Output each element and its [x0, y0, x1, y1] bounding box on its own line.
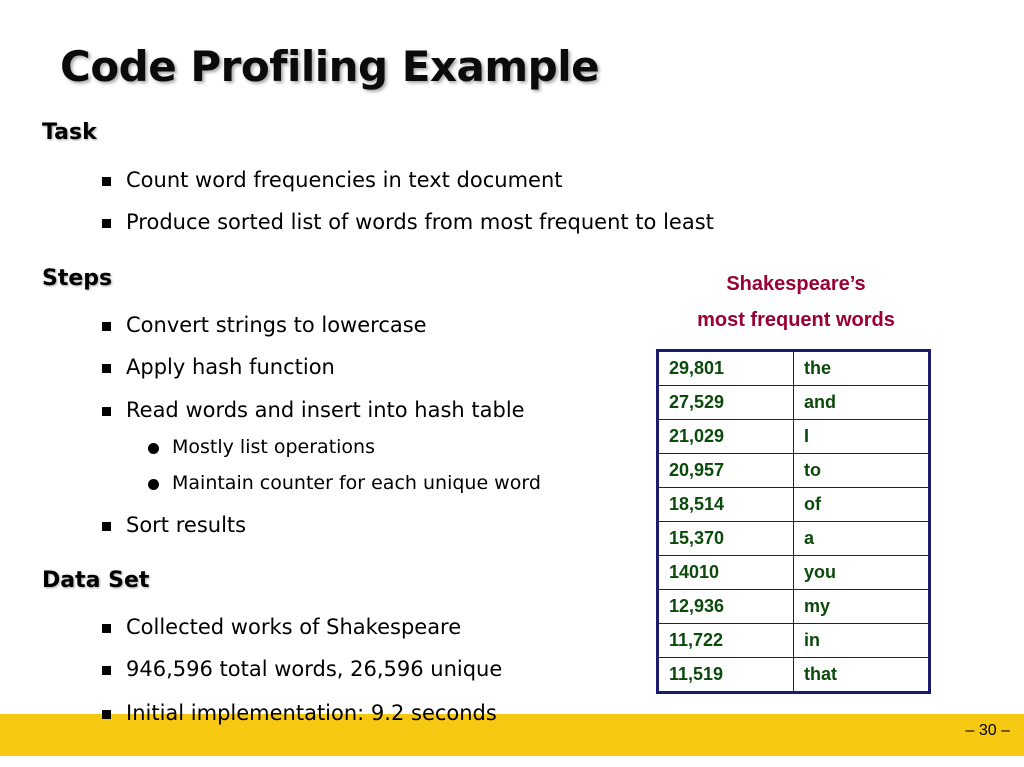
round-bullet-icon	[148, 443, 159, 454]
square-bullet-icon	[102, 666, 111, 675]
table-caption-line1: Shakespeare’s	[726, 273, 866, 295]
section-heading-data-set: Data Set	[42, 568, 150, 593]
count-cell: 29,801	[658, 351, 794, 386]
square-bullet-icon	[102, 219, 111, 228]
table-row	[658, 658, 930, 693]
square-bullet-icon	[102, 177, 111, 186]
count-cell: 15,370	[658, 522, 794, 556]
bullet-text: Read words and insert into hash table	[126, 398, 525, 422]
word-cell: you	[794, 556, 930, 590]
bullet-text: Collected works of Shakespeare	[126, 615, 462, 639]
table-row	[658, 624, 930, 658]
count-cell: 27,529	[658, 386, 794, 420]
word-cell: the	[794, 351, 930, 386]
sub-bullet-text: Mostly list operations	[172, 436, 375, 458]
bullet-text: 946,596 total words, 26,596 unique	[126, 657, 503, 681]
word-cell: and	[794, 386, 930, 420]
square-bullet-icon	[102, 710, 111, 719]
bullet-text: Sort results	[126, 513, 247, 537]
count-cell: 11,519	[658, 658, 794, 693]
word-frequency-table	[656, 349, 931, 694]
word-cell: of	[794, 488, 930, 522]
count-cell: 21,029	[658, 420, 794, 454]
round-bullet-icon	[148, 479, 159, 490]
count-cell: 11,722	[658, 624, 794, 658]
table-row	[658, 556, 930, 590]
bullet-text: Produce sorted list of words from most frequent to least	[126, 210, 714, 234]
word-cell: a	[794, 522, 930, 556]
bullet-text: Count word frequencies in text document	[126, 168, 563, 192]
square-bullet-icon	[102, 364, 111, 373]
table-row	[658, 386, 930, 420]
section-heading-task: Task	[42, 120, 97, 145]
word-cell: I	[794, 420, 930, 454]
table-row	[658, 420, 930, 454]
square-bullet-icon	[102, 624, 111, 633]
bullet-text: Apply hash function	[126, 355, 335, 379]
square-bullet-icon	[102, 522, 111, 531]
table-row	[658, 488, 930, 522]
table-row	[658, 590, 930, 624]
sub-bullet-text: Maintain counter for each unique word	[172, 472, 541, 494]
word-cell: my	[794, 590, 930, 624]
square-bullet-icon	[102, 407, 111, 416]
table-caption-line2: most frequent words	[697, 309, 895, 331]
count-cell: 12,936	[658, 590, 794, 624]
bullet-text: Initial implementation: 9.2 seconds	[126, 701, 497, 725]
word-cell: that	[794, 658, 930, 693]
table-row	[658, 522, 930, 556]
square-bullet-icon	[102, 322, 111, 331]
word-cell: in	[794, 624, 930, 658]
bullet-text: Convert strings to lowercase	[126, 313, 427, 337]
slide-title: Code Profiling Example	[60, 42, 600, 91]
section-heading-steps: Steps	[42, 266, 113, 291]
count-cell: 14010	[658, 556, 794, 590]
word-cell: to	[794, 454, 930, 488]
page-number: – 30 –	[965, 722, 1010, 739]
count-cell: 18,514	[658, 488, 794, 522]
count-cell: 20,957	[658, 454, 794, 488]
table-row	[658, 454, 930, 488]
table-row	[658, 351, 930, 386]
